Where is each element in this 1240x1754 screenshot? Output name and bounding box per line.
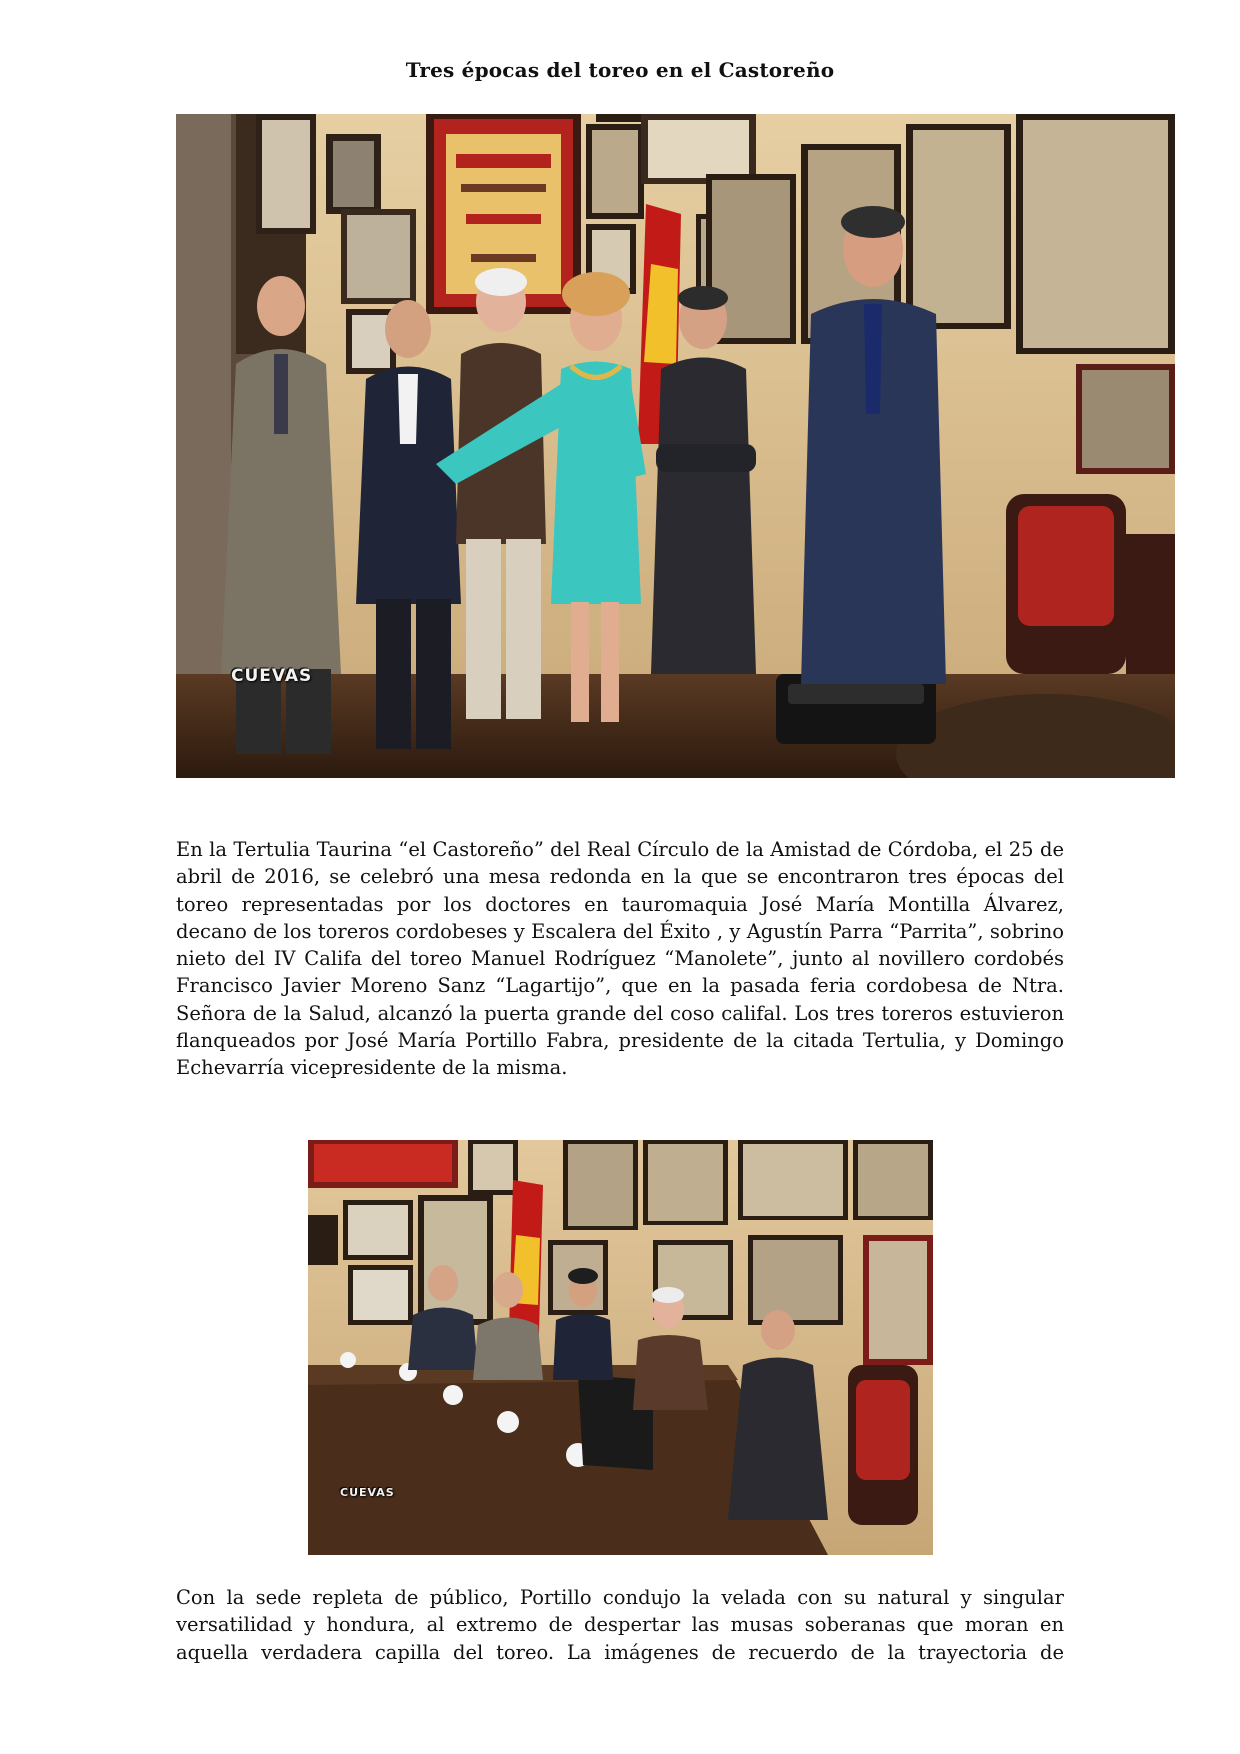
roundtable-photo — [308, 1140, 933, 1555]
roundtable-photo-image — [308, 1140, 933, 1555]
photo-credit: CUEVAS — [231, 666, 313, 686]
body-paragraph: Con la sede repleta de público, Portillo condujo la velada con su natural y singular versatilidad y hondura, al extremo de despertar las musas soberanas que moran en aquella verdadera capilla del toreo. La imágenes de recuerdo de la trayectoria de — [176, 1586, 1064, 1664]
group-photo-image — [176, 114, 1175, 778]
body-paragraph: En la Tertulia Taurina “el Castoreño” del Real Círculo de la Amistad de Córdoba, el 25 de abril de 2016, se celebró una mesa redonda en la que se encontraron tres épocas del toreo representadas por los doctores en tauromaquia José María Montilla Álvarez, decano de los toreros cordobeses y Escalera del Éxito , y Agustín Parra “Parrita”, sobrino nieto del IV Califa del toreo Manuel Rodríguez “Manolete”, junto al novillero cordobés Francisco Javier Moreno Sanz “Lagartijo”, que en la pasada feria cordobesa de Ntra. Señora de la Salud, alcanzó la puerta grande del coso califal. Los tres toreros estuvieron flanqueados por José María Portillo Fabra, presidente de la citada Tertulia, y Domingo Echevarría vicepresidente de la misma. — [176, 838, 1064, 1080]
group-photo — [176, 114, 1175, 778]
photo-credit: CUEVAS — [340, 1486, 395, 1499]
page-title: Tres épocas del toreo en el Castoreño — [405, 58, 835, 82]
